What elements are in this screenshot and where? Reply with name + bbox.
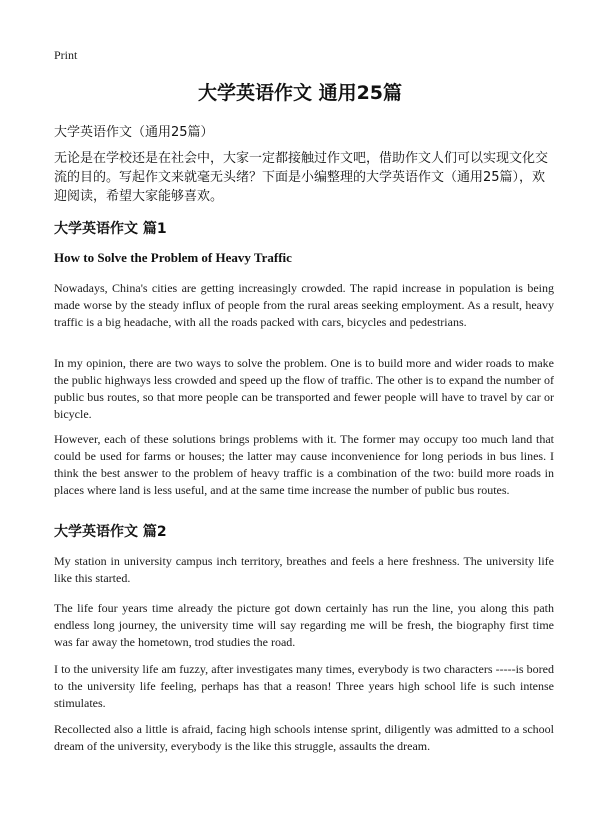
paragraph-2-1: My station in university campus inch territory, breathes and feels a here freshness. The university life like this started. bbox=[54, 554, 554, 585]
paragraph-1-1: Nowadays, China's cities are getting increasingly crowded. The rapid increase in population is being made worse by the steady influx of people from the rural areas seeking employment. As a result, heavy traffic is a big headache, with all the roads packed with cars, bicycles and pedestrians. bbox=[54, 281, 554, 329]
section-heading-2: 大学英语作文 篇2 bbox=[54, 524, 167, 540]
paragraph-2-2: The life four years time already the picture got down certainly has run the line, you along this path endless long journey, the university time will say regarding me will be fresh, the biography first time was far away the hometown, trod studies the road. bbox=[54, 601, 554, 649]
paragraph-1-3: However, each of these solutions brings problems with it. The former may occupy too much land that could be used for farms or houses; the latter may cause inconvenience for long periods in bus lines. I think the best answer to the problem of heavy traffic is a combination of the two: build more roads in places where land is less useful, and at the same time increase the number of public bus routes. bbox=[54, 432, 554, 497]
print-link[interactable]: Print bbox=[54, 48, 78, 62]
page-title: 大学英语作文 通用25篇 bbox=[197, 82, 403, 104]
paragraph-1-2: In my opinion, there are two ways to solve the problem. One is to build more and wider roads to make the public highways less crowded and speed up the flow of traffic. The other is to expand the number of public bus routes, so that more people can be transported and fewer people will have to travel by car or bicycle. bbox=[54, 356, 554, 421]
essay-title: How to Solve the Problem of Heavy Traffic bbox=[54, 250, 292, 265]
intro-paragraph: 无论是在学校还是在社会中，大家一定都接触过作文吧，借助作文人们可以实现文化交流的目的。写起作文来就毫无头绪？下面是小编整理的大学英语作文（通用25篇），欢迎阅读，希望大家能够喜欢。 bbox=[54, 151, 549, 204]
paragraph-2-3: I to the university life am fuzzy, after investigates many times, everybody is two characters -----is bored to the university life feeling, perhaps has that a reason! Three years high school life is such intense stimulates. bbox=[54, 662, 554, 710]
document-subtitle: 大学英语作文（通用25篇） bbox=[54, 125, 214, 140]
paragraph-2-4: Recollected also a little is afraid, facing high schools intense sprint, diligently was admitted to a school dream of the university, everybody is the like this struggle, assaults the dream. bbox=[54, 722, 554, 753]
section-heading-1: 大学英语作文 篇1 bbox=[54, 221, 167, 237]
